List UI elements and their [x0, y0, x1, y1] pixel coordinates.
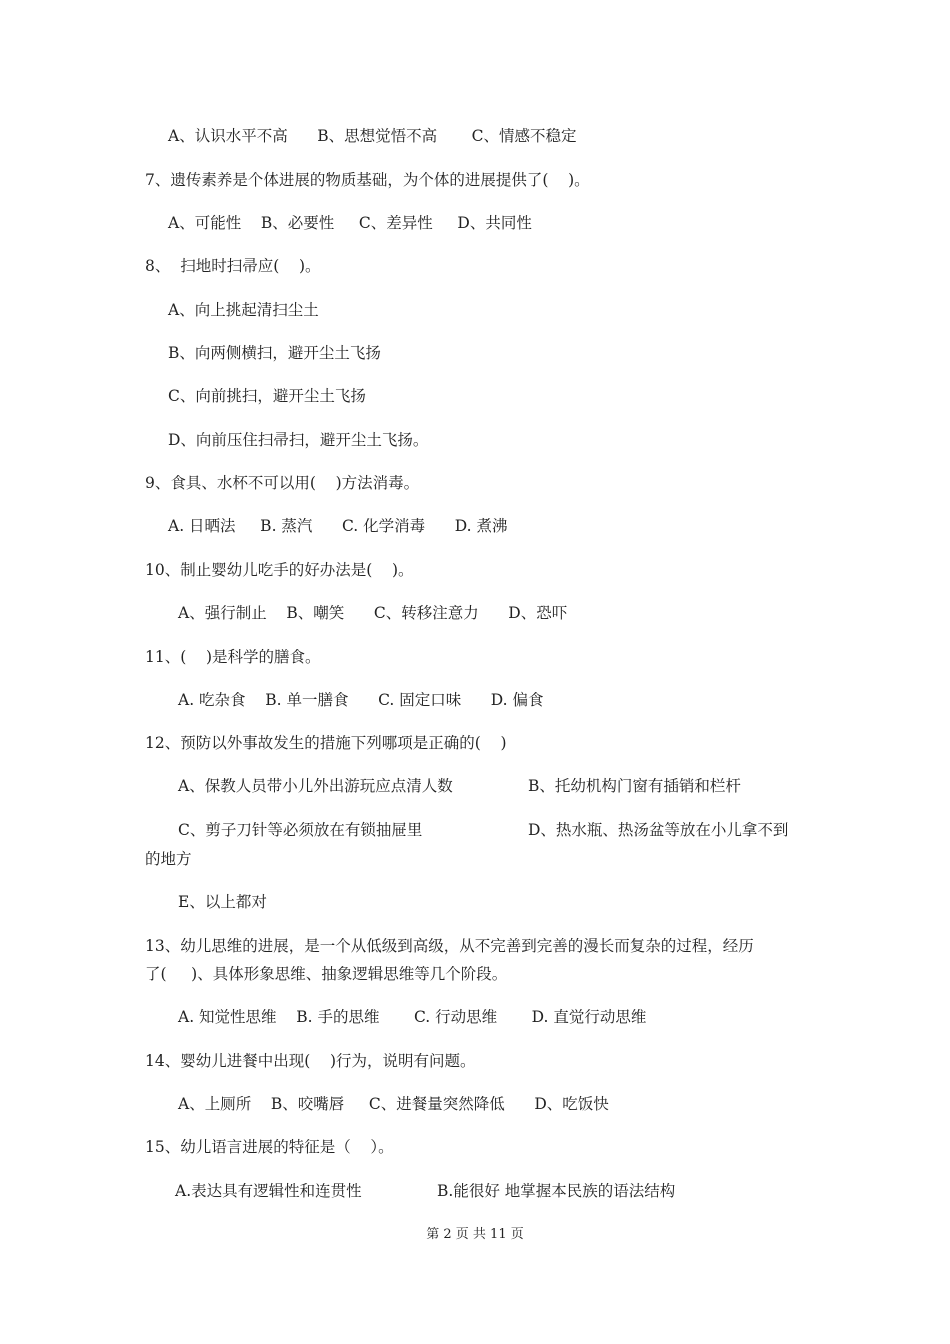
q12-question: 12、预防以外事故发生的措施下列哪项是正确的( ) [145, 734, 507, 752]
q8-option-c: C、向前挑扫，避开尘土飞扬 [168, 387, 366, 405]
q11-options: A. 吃杂食 B. 单一膳食 C. 固定口味 D. 偏食 [178, 691, 544, 709]
q9-options: A. 日晒法 B. 蒸汽 C. 化学消毒 D. 煮沸 [168, 517, 508, 535]
q15-question: 15、幼儿语言进展的特征是（ ）。 [145, 1138, 394, 1156]
q12-option-a: A、保教人员带小儿外出游玩应点清人数 [178, 777, 453, 795]
q11-question: 11、( )是科学的膳食。 [145, 648, 321, 666]
q10-question: 10、制止婴幼儿吃手的好办法是( )。 [145, 561, 414, 579]
q12-option-e: E、以上都对 [178, 893, 267, 911]
page-footer: 第 2 页 共 11 页 [426, 1227, 524, 1242]
q7-options: A、可能性 B、必要性 C、差异性 D、共同性 [168, 214, 532, 232]
q10-options: A、强行制止 B、嘲笑 C、转移注意力 D、恐吓 [178, 604, 568, 622]
q15-option-b: B.能很好 地掌握本民族的语法结构 [437, 1182, 676, 1200]
q8-option-a: A、向上挑起清扫尘土 [168, 301, 319, 319]
q15-option-a: A.表达具有逻辑性和连贯性 [175, 1182, 362, 1200]
q8-option-b: B、向两侧横扫，避开尘土飞扬 [168, 344, 381, 362]
q8-question: 8、 扫地时扫帚应( )。 [145, 257, 321, 275]
q6-options: A、认识水平不高 B、思想觉悟不高 C、情感不稳定 [168, 127, 577, 145]
q12-option-d-continued: 的地方 [145, 850, 192, 868]
q12-option-c: C、剪子刀针等必须放在有锁抽屉里 [178, 821, 423, 839]
q12-option-b: B、托幼机构门窗有插销和栏杆 [528, 777, 741, 795]
q13-options: A. 知觉性思维 B. 手的思维 C. 行动思维 D. 直觉行动思维 [178, 1008, 647, 1026]
q13-question-continued: 了( )、具体形象思维、抽象逻辑思维等几个阶段。 [145, 965, 508, 983]
q14-question: 14、婴幼儿进餐中出现( )行为，说明有问题。 [145, 1052, 476, 1070]
q9-question: 9、食具、水杯不可以用( )方法消毒。 [145, 474, 420, 492]
q8-option-d: D、向前压住扫帚扫，避开尘土飞扬。 [168, 431, 429, 449]
q13-question: 13、幼儿思维的进展，是一个从低级到高级，从不完善到完善的漫长而复杂的过程，经历 [145, 937, 754, 955]
q7-question: 7、遗传素养是个体进展的物质基础，为个体的进展提供了( )。 [145, 171, 590, 189]
q12-option-d: D、热水瓶、热汤盆等放在小儿拿不到 [528, 821, 789, 839]
q14-options: A、上厕所 B、咬嘴唇 C、进餐量突然降低 D、吃饭快 [178, 1095, 609, 1113]
